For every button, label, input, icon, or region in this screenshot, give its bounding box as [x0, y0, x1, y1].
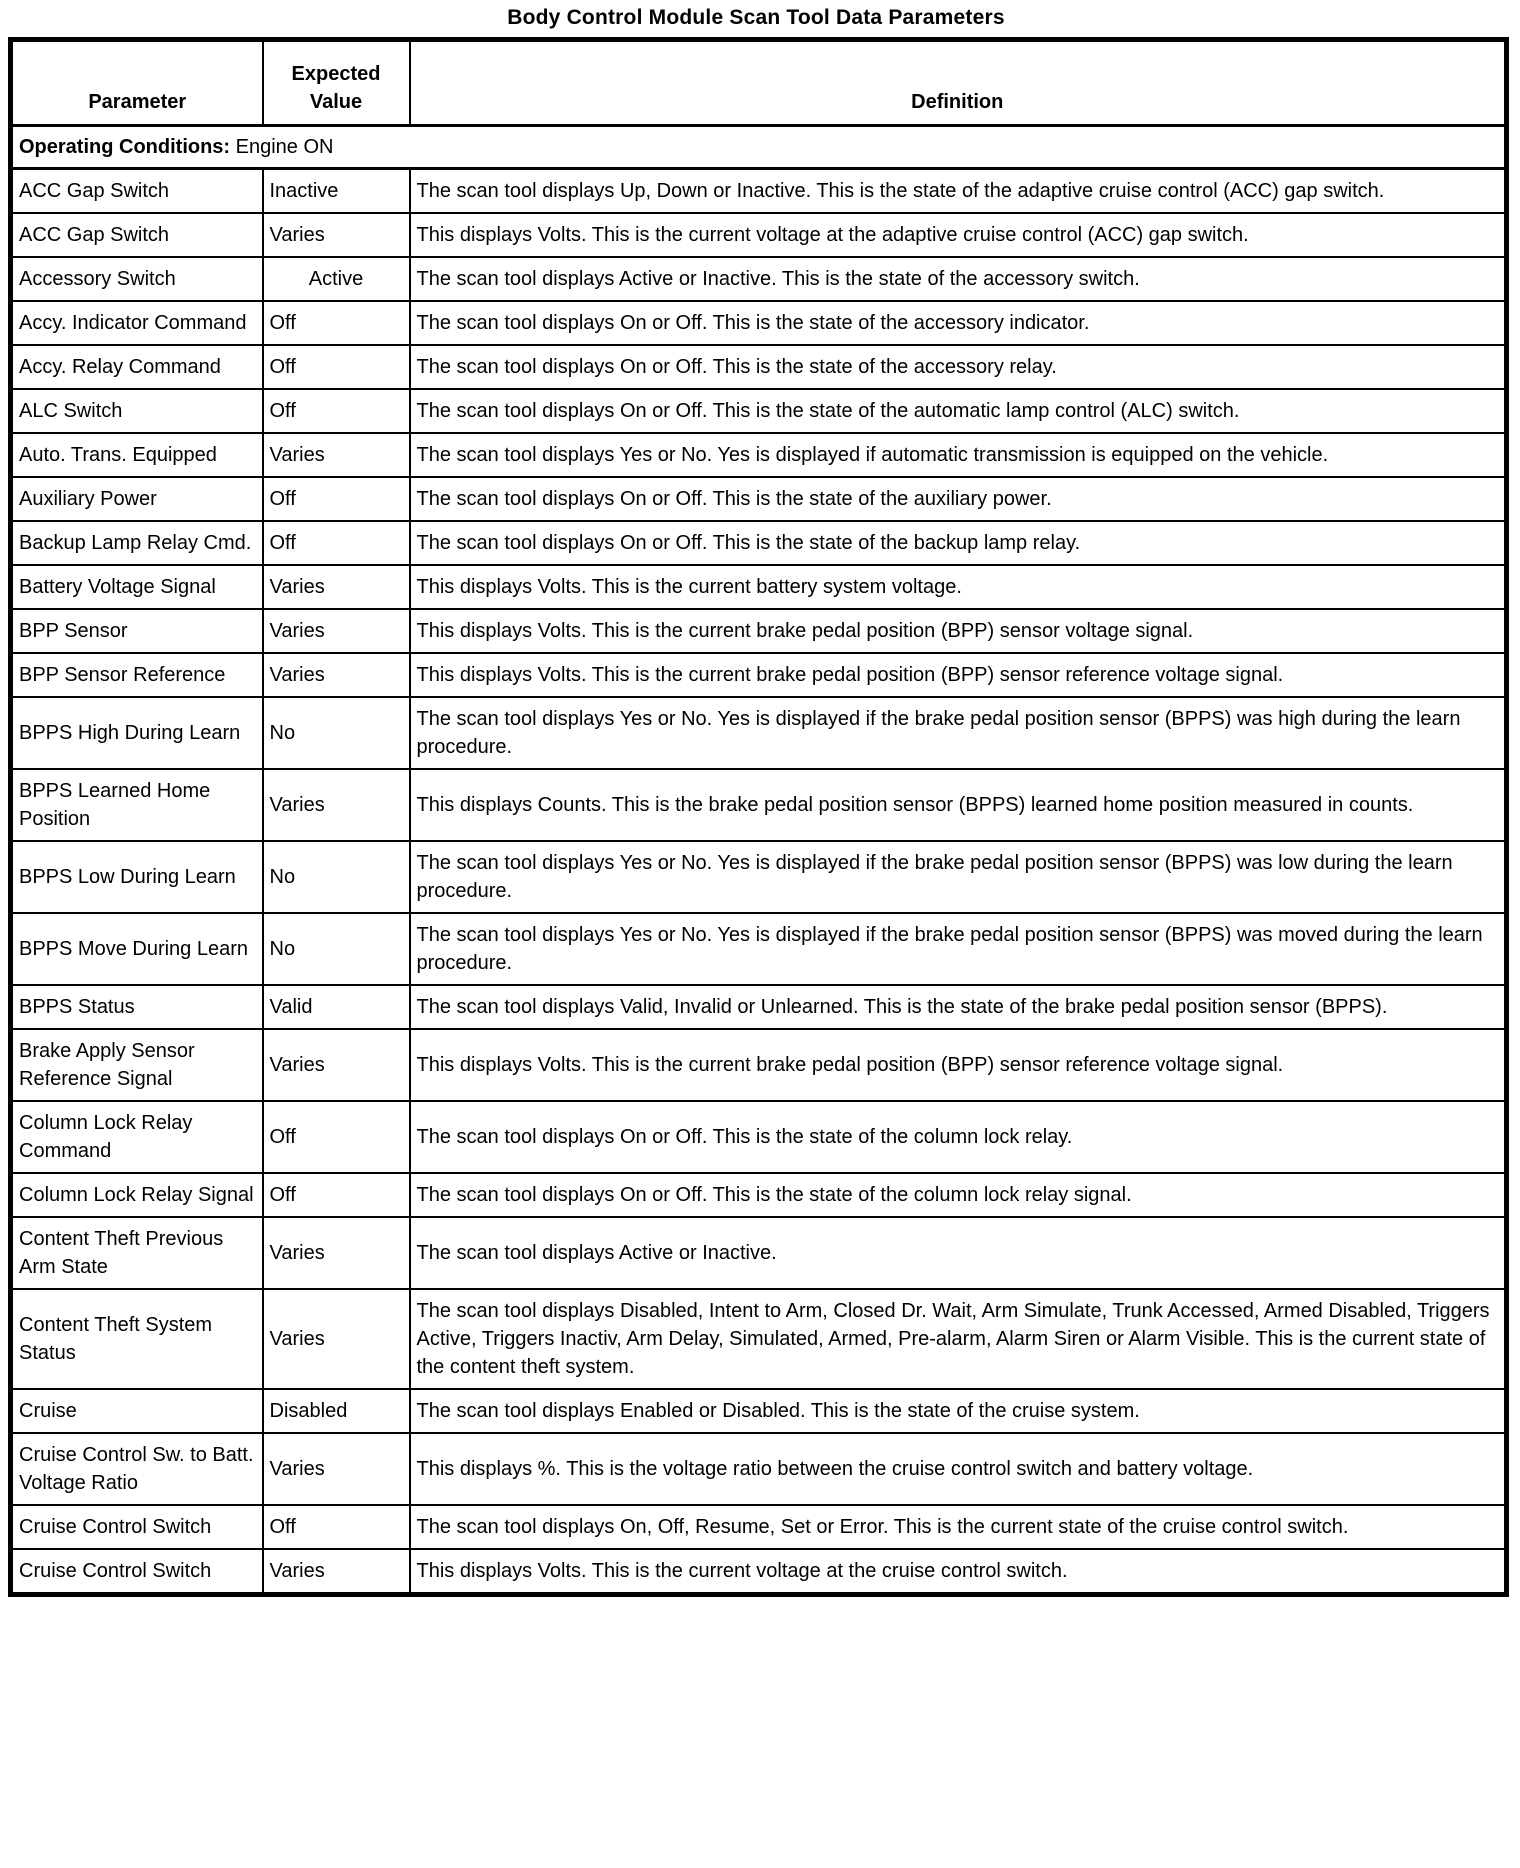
- parameter-cell: Content Theft Previous Arm State: [11, 1217, 263, 1289]
- parameter-cell: Backup Lamp Relay Cmd.: [11, 521, 263, 565]
- definition-cell: The scan tool displays On or Off. This is the state of the column lock relay.: [410, 1101, 1507, 1173]
- definition-cell: The scan tool displays On or Off. This is the state of the automatic lamp control (ALC) switch.: [410, 389, 1507, 433]
- table-row: [11, 433, 1507, 477]
- parameter-cell: Brake Apply Sensor Reference Signal: [11, 1029, 263, 1101]
- table-row: [11, 1217, 1507, 1289]
- operating-conditions-row: [11, 126, 1507, 169]
- definition-cell: The scan tool displays On or Off. This is the state of the accessory relay.: [410, 345, 1507, 389]
- table-row: [11, 521, 1507, 565]
- expected-value-cell: Varies: [263, 565, 410, 609]
- expected-value-cell: Off: [263, 1505, 410, 1549]
- definition-cell: This displays Volts. This is the current voltage at the cruise control switch.: [410, 1549, 1507, 1595]
- definition-cell: The scan tool displays On, Off, Resume, Set or Error. This is the current state of the cruise control switch.: [410, 1505, 1507, 1549]
- parameter-cell: BPPS Move During Learn: [11, 913, 263, 985]
- parameter-cell: BPP Sensor Reference: [11, 653, 263, 697]
- definition-cell: This displays Volts. This is the current brake pedal position (BPP) sensor reference voltage signal.: [410, 1029, 1507, 1101]
- definition-cell: The scan tool displays Valid, Invalid or Unlearned. This is the state of the brake pedal position sensor (BPPS).: [410, 985, 1507, 1029]
- definition-cell: This displays Counts. This is the brake pedal position sensor (BPPS) learned home position measured in counts.: [410, 769, 1507, 841]
- table-row: [11, 769, 1507, 841]
- parameter-cell: Cruise: [11, 1389, 263, 1433]
- expected-value-cell: Varies: [263, 433, 410, 477]
- parameter-cell: Column Lock Relay Signal: [11, 1173, 263, 1217]
- table-row: [11, 1549, 1507, 1595]
- column-header-parameter: Parameter: [11, 40, 263, 126]
- expected-value-cell: Active: [263, 257, 410, 301]
- definition-cell: The scan tool displays Disabled, Intent to Arm, Closed Dr. Wait, Arm Simulate, Trunk Accessed, Armed Disabled, Triggers Active, Triggers Inactiv, Arm Delay, Simulated, Armed, Pre-alarm, Alarm Siren or Alarm Visible. This is the current state of the content theft system.: [410, 1289, 1507, 1389]
- table-row: [11, 697, 1507, 769]
- expected-value-cell: Valid: [263, 985, 410, 1029]
- table-row: [11, 1173, 1507, 1217]
- expected-value-cell: Varies: [263, 1217, 410, 1289]
- definition-cell: This displays Volts. This is the current battery system voltage.: [410, 565, 1507, 609]
- definition-cell: The scan tool displays Active or Inactive. This is the state of the accessory switch.: [410, 257, 1507, 301]
- parameter-cell: Battery Voltage Signal: [11, 565, 263, 609]
- table-header: [11, 40, 1507, 126]
- parameter-cell: Cruise Control Switch: [11, 1549, 263, 1595]
- table-row: [11, 389, 1507, 433]
- table-row: [11, 213, 1507, 257]
- column-header-definition: Definition: [410, 40, 1507, 126]
- parameter-cell: Content Theft System Status: [11, 1289, 263, 1389]
- table-row: [11, 653, 1507, 697]
- parameter-cell: Accy. Relay Command: [11, 345, 263, 389]
- table-row: [11, 301, 1507, 345]
- parameter-cell: Auto. Trans. Equipped: [11, 433, 263, 477]
- expected-value-cell: Off: [263, 521, 410, 565]
- table-row: [11, 1289, 1507, 1389]
- table-row: [11, 345, 1507, 389]
- expected-value-cell: Off: [263, 389, 410, 433]
- expected-value-cell: No: [263, 841, 410, 913]
- parameter-cell: Column Lock Relay Command: [11, 1101, 263, 1173]
- table-row: [11, 1029, 1507, 1101]
- parameter-cell: Accy. Indicator Command: [11, 301, 263, 345]
- parameter-cell: ACC Gap Switch: [11, 213, 263, 257]
- expected-value-cell: Off: [263, 345, 410, 389]
- table-body: [11, 126, 1507, 1595]
- parameter-cell: BPPS Status: [11, 985, 263, 1029]
- page-title: Body Control Module Scan Tool Data Parameters: [507, 6, 1005, 29]
- definition-cell: The scan tool displays On or Off. This is the state of the accessory indicator.: [410, 301, 1507, 345]
- parameter-cell: Auxiliary Power: [11, 477, 263, 521]
- expected-value-cell: Varies: [263, 1289, 410, 1389]
- definition-cell: The scan tool displays Yes or No. Yes is displayed if the brake pedal position sensor (BPPS) was low during the learn procedure.: [410, 841, 1507, 913]
- parameter-cell: ALC Switch: [11, 389, 263, 433]
- definition-cell: The scan tool displays Yes or No. Yes is displayed if automatic transmission is equipped on the vehicle.: [410, 433, 1507, 477]
- parameter-cell: Cruise Control Switch: [11, 1505, 263, 1549]
- table-row: [11, 257, 1507, 301]
- parameter-cell: ACC Gap Switch: [11, 169, 263, 214]
- definition-cell: The scan tool displays On or Off. This is the state of the auxiliary power.: [410, 477, 1507, 521]
- table-row: [11, 1101, 1507, 1173]
- definition-cell: This displays %. This is the voltage ratio between the cruise control switch and battery voltage.: [410, 1433, 1507, 1505]
- expected-value-cell: No: [263, 913, 410, 985]
- parameter-cell: BPPS Low During Learn: [11, 841, 263, 913]
- expected-value-cell: Varies: [263, 1029, 410, 1101]
- table-row: [11, 985, 1507, 1029]
- expected-value-cell: Inactive: [263, 169, 410, 214]
- expected-value-cell: Off: [263, 301, 410, 345]
- table-row: [11, 913, 1507, 985]
- definition-cell: This displays Volts. This is the current brake pedal position (BPP) sensor reference voltage signal.: [410, 653, 1507, 697]
- operating-conditions-cell: [11, 126, 1507, 169]
- definition-cell: This displays Volts. This is the current brake pedal position (BPP) sensor voltage signal.: [410, 609, 1507, 653]
- table-row: [11, 1505, 1507, 1549]
- definition-cell: The scan tool displays On or Off. This is the state of the column lock relay signal.: [410, 1173, 1507, 1217]
- expected-value-cell: Varies: [263, 213, 410, 257]
- expected-value-cell: Varies: [263, 609, 410, 653]
- operating-conditions-label: Operating Conditions:: [19, 136, 231, 158]
- definition-cell: The scan tool displays Active or Inactive.: [410, 1217, 1507, 1289]
- expected-value-cell: Varies: [263, 1433, 410, 1505]
- definition-cell: The scan tool displays Up, Down or Inactive. This is the state of the adaptive cruise control (ACC) gap switch.: [410, 169, 1507, 214]
- expected-value-cell: Off: [263, 1101, 410, 1173]
- definition-cell: The scan tool displays Yes or No. Yes is displayed if the brake pedal position sensor (BPPS) was high during the learn procedure.: [410, 697, 1507, 769]
- table-row: [11, 169, 1507, 214]
- parameter-cell: BPPS High During Learn: [11, 697, 263, 769]
- definition-cell: The scan tool displays Yes or No. Yes is displayed if the brake pedal position sensor (BPPS) was moved during the learn procedure.: [410, 913, 1507, 985]
- table-row: [11, 565, 1507, 609]
- expected-value-cell: Varies: [263, 769, 410, 841]
- table-row: [11, 841, 1507, 913]
- operating-conditions-value: Engine ON: [235, 136, 334, 158]
- expected-value-cell: Off: [263, 1173, 410, 1217]
- header-row: [11, 40, 1507, 126]
- table-row: [11, 609, 1507, 653]
- table-row: [11, 1389, 1507, 1433]
- parameter-cell: Cruise Control Sw. to Batt. Voltage Ratio: [11, 1433, 263, 1505]
- column-header-expected-value: Expected Value: [263, 40, 410, 126]
- expected-value-cell: Disabled: [263, 1389, 410, 1433]
- parameter-cell: BPP Sensor: [11, 609, 263, 653]
- expected-value-cell: Off: [263, 477, 410, 521]
- table-row: [11, 477, 1507, 521]
- table-row: [11, 1433, 1507, 1505]
- parameter-cell: Accessory Switch: [11, 257, 263, 301]
- expected-value-cell: Varies: [263, 1549, 410, 1595]
- definition-cell: The scan tool displays On or Off. This is the state of the backup lamp relay.: [410, 521, 1507, 565]
- expected-value-cell: No: [263, 697, 410, 769]
- bcm-scan-tool-parameters-table: [8, 37, 1509, 1597]
- definition-cell: This displays Volts. This is the current voltage at the adaptive cruise control (ACC) gap switch.: [410, 213, 1507, 257]
- expected-value-cell: Varies: [263, 653, 410, 697]
- definition-cell: The scan tool displays Enabled or Disabled. This is the state of the cruise system.: [410, 1389, 1507, 1433]
- parameter-cell: BPPS Learned Home Position: [11, 769, 263, 841]
